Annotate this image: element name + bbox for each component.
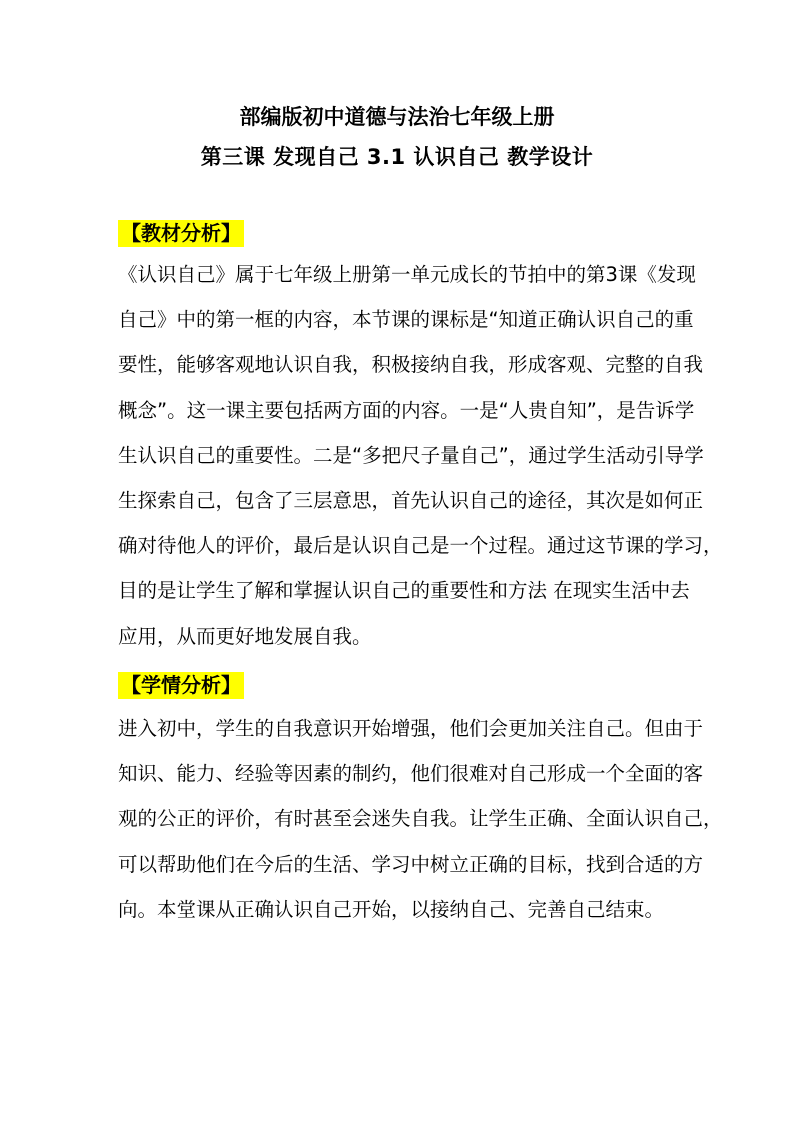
paragraph-line: 目的是让学生了解和掌握认识自己的重要性和方法 在现实生活中去 xyxy=(118,579,690,603)
paragraph-line: 《认识自己》属于七年级上册第一单元成长的节拍中的第3课《发现 xyxy=(118,263,696,286)
document-title: 部编版初中道德与法治七年级上册 xyxy=(239,105,555,129)
paragraph-line: 生探索自己，包含了三层意思，首先认识自己的途径，其次是如何正 xyxy=(118,488,704,512)
section-paragraph-textbook-analysis xyxy=(118,252,723,659)
paragraph-line: 要性，能够客观地认识自我，积极接纳自我，形成客观、完整的自我 xyxy=(118,353,704,377)
paragraph-line: 向。本堂课从正确认识自己开始，以接纳自己、完善自己结束。 xyxy=(118,897,665,921)
paragraph-line: 概念”。这一课主要包括两方面的内容。一是“人贵自知”，是告诉学 xyxy=(118,398,695,422)
document-subtitle: 第三课 发现自己 3.1 认识自己 教学设计 xyxy=(200,145,594,169)
paragraph-line: 应用，从而更好地发展自我。 xyxy=(118,624,372,648)
section-label-student-analysis: 【学情分析】 xyxy=(118,672,244,699)
paragraph-line: 确对待他人的评价，最后是认识自己是一个过程。通过这节课的学习， xyxy=(118,534,723,558)
paragraph-line: 可以帮助他们在今后的生活、学习中树立正确的目标，找到合适的方 xyxy=(118,852,704,876)
paragraph-line: 生认识自己的重要性。二是“多把尺子量自己”，通过学生活动引导学 xyxy=(118,443,704,467)
section-paragraph-student-analysis xyxy=(118,706,723,932)
section-label-textbook-analysis: 【教材分析】 xyxy=(118,220,244,247)
paragraph-line: 观的公正的评价，有时甚至会迷失自我。让学生正确、全面认识自己， xyxy=(118,807,723,831)
paragraph-line: 自己》中的第一框的内容，本节课的课标是“知道正确认识自己的重 xyxy=(118,308,694,332)
paragraph-line: 知识、能力、经验等因素的制约，他们很难对自己形成一个全面的客 xyxy=(118,762,704,786)
paragraph-line: 进入初中，学生的自我意识开始增强，他们会更加关注自己。但由于 xyxy=(118,717,704,740)
